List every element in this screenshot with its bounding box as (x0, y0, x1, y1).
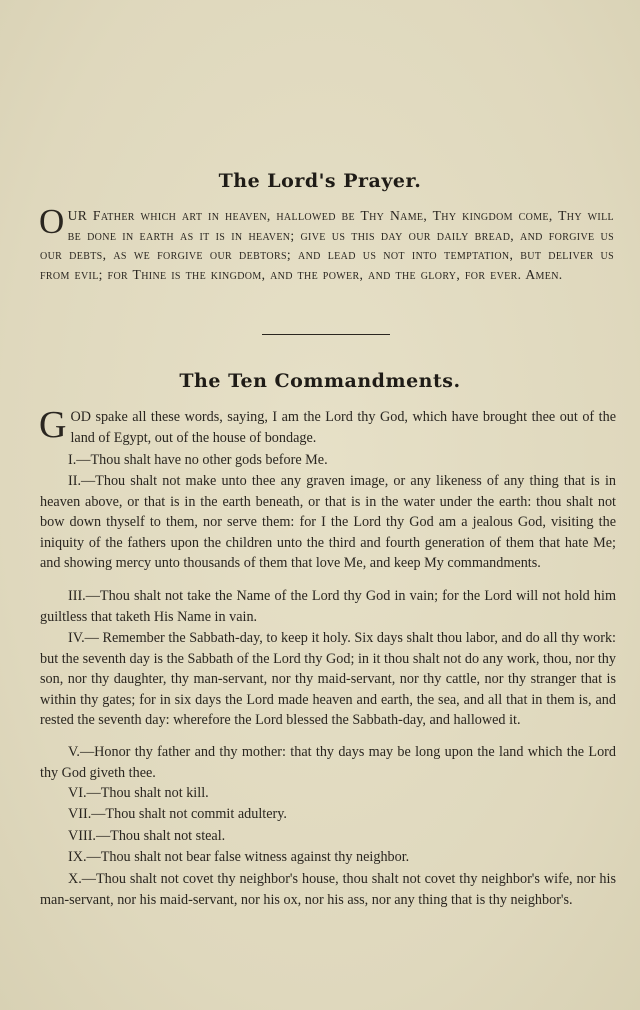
commandment-6: VI.—Thou shalt not kill. (68, 785, 209, 801)
commandment-2: II.—Thou shalt not make unto thee any graven image, or any likeness of any thing that is in heaven above, or that is in the earth beneath, or that is in the water under the earth: thou shalt not bow down thyself to them, nor serve them: for I the Lord thy God am a jealous God, visiting the iniquity of the fathers upon the children unto the third and fourth generation of them that hate Me; and showing mercy unto thousands of them that love Me, and keep My commandments. (40, 473, 616, 572)
commandment-3: III.—Thou shalt not take the Name of the Lord thy God in vain; for the Lord will not hold him guiltless that taketh His Name in vain. (40, 588, 616, 625)
commandment-7: VII.—Thou shalt not commit adultery. (68, 806, 287, 822)
commandment-1: I.—Thou shalt have no other gods before Me. (68, 452, 328, 468)
commandment-8: VIII.—Thou shalt not steal. (68, 828, 226, 844)
lords-prayer-title: The Lord's Prayer. (218, 170, 422, 192)
commandments-dropcap: G (39, 404, 67, 446)
section-divider (262, 334, 390, 335)
lords-prayer-body: UR Father which art in heaven, hallowed be Thy Name, Thy kingdom come, Thy will be done in earth as it is in heaven; give us this day our daily bread, and forgive us our debts, as we forgive our debtors; and lead us not into temptation, but deliver us from evil; for Thine is the kingdom, and the power, and the glory, for ever. Amen. (40, 208, 614, 282)
lords-prayer-text (39, 202, 614, 284)
commandment-9: IX.—Thou shalt not bear false witness against thy neighbor. (68, 849, 410, 865)
commandments-intro-text: OD spake all these words, saying, I am the Lord thy God, which have brought thee out of the land of Egypt, out of the house of bondage. (70, 409, 616, 446)
commandments-intro (39, 404, 616, 448)
commandment-10: X.—Thou shalt not covet thy neighbor's house, thou shalt not covet thy neighbor's wife, nor his man-servant, nor his maid-servant, nor his ox, nor his ass, nor any thing that is thy neighbor's. (40, 871, 616, 908)
lords-prayer-dropcap: O (39, 202, 65, 241)
commandment-5: V.—Honor thy father and thy mother: that thy days may be long upon the land which the Lord thy God giveth thee. (40, 744, 616, 781)
commandment-4: IV.— Remember the Sabbath-day, to keep it holy. Six days shalt thou labor, and do all thy work: but the seventh day is the Sabbath of the Lord thy God; in it thou shalt not do any work, thou, nor thy son, nor thy daughter, thy man-servant, nor thy maid-servant, nor thy cattle, nor thy stranger that is within thy gates; for in six days the Lord made heaven and earth, the sea, and all that in them is, and rested the seventh day: wherefore the Lord blessed the Sabbath-day, and hallowed it. (40, 630, 616, 729)
commandments-title: The Ten Commandments. (179, 370, 461, 392)
